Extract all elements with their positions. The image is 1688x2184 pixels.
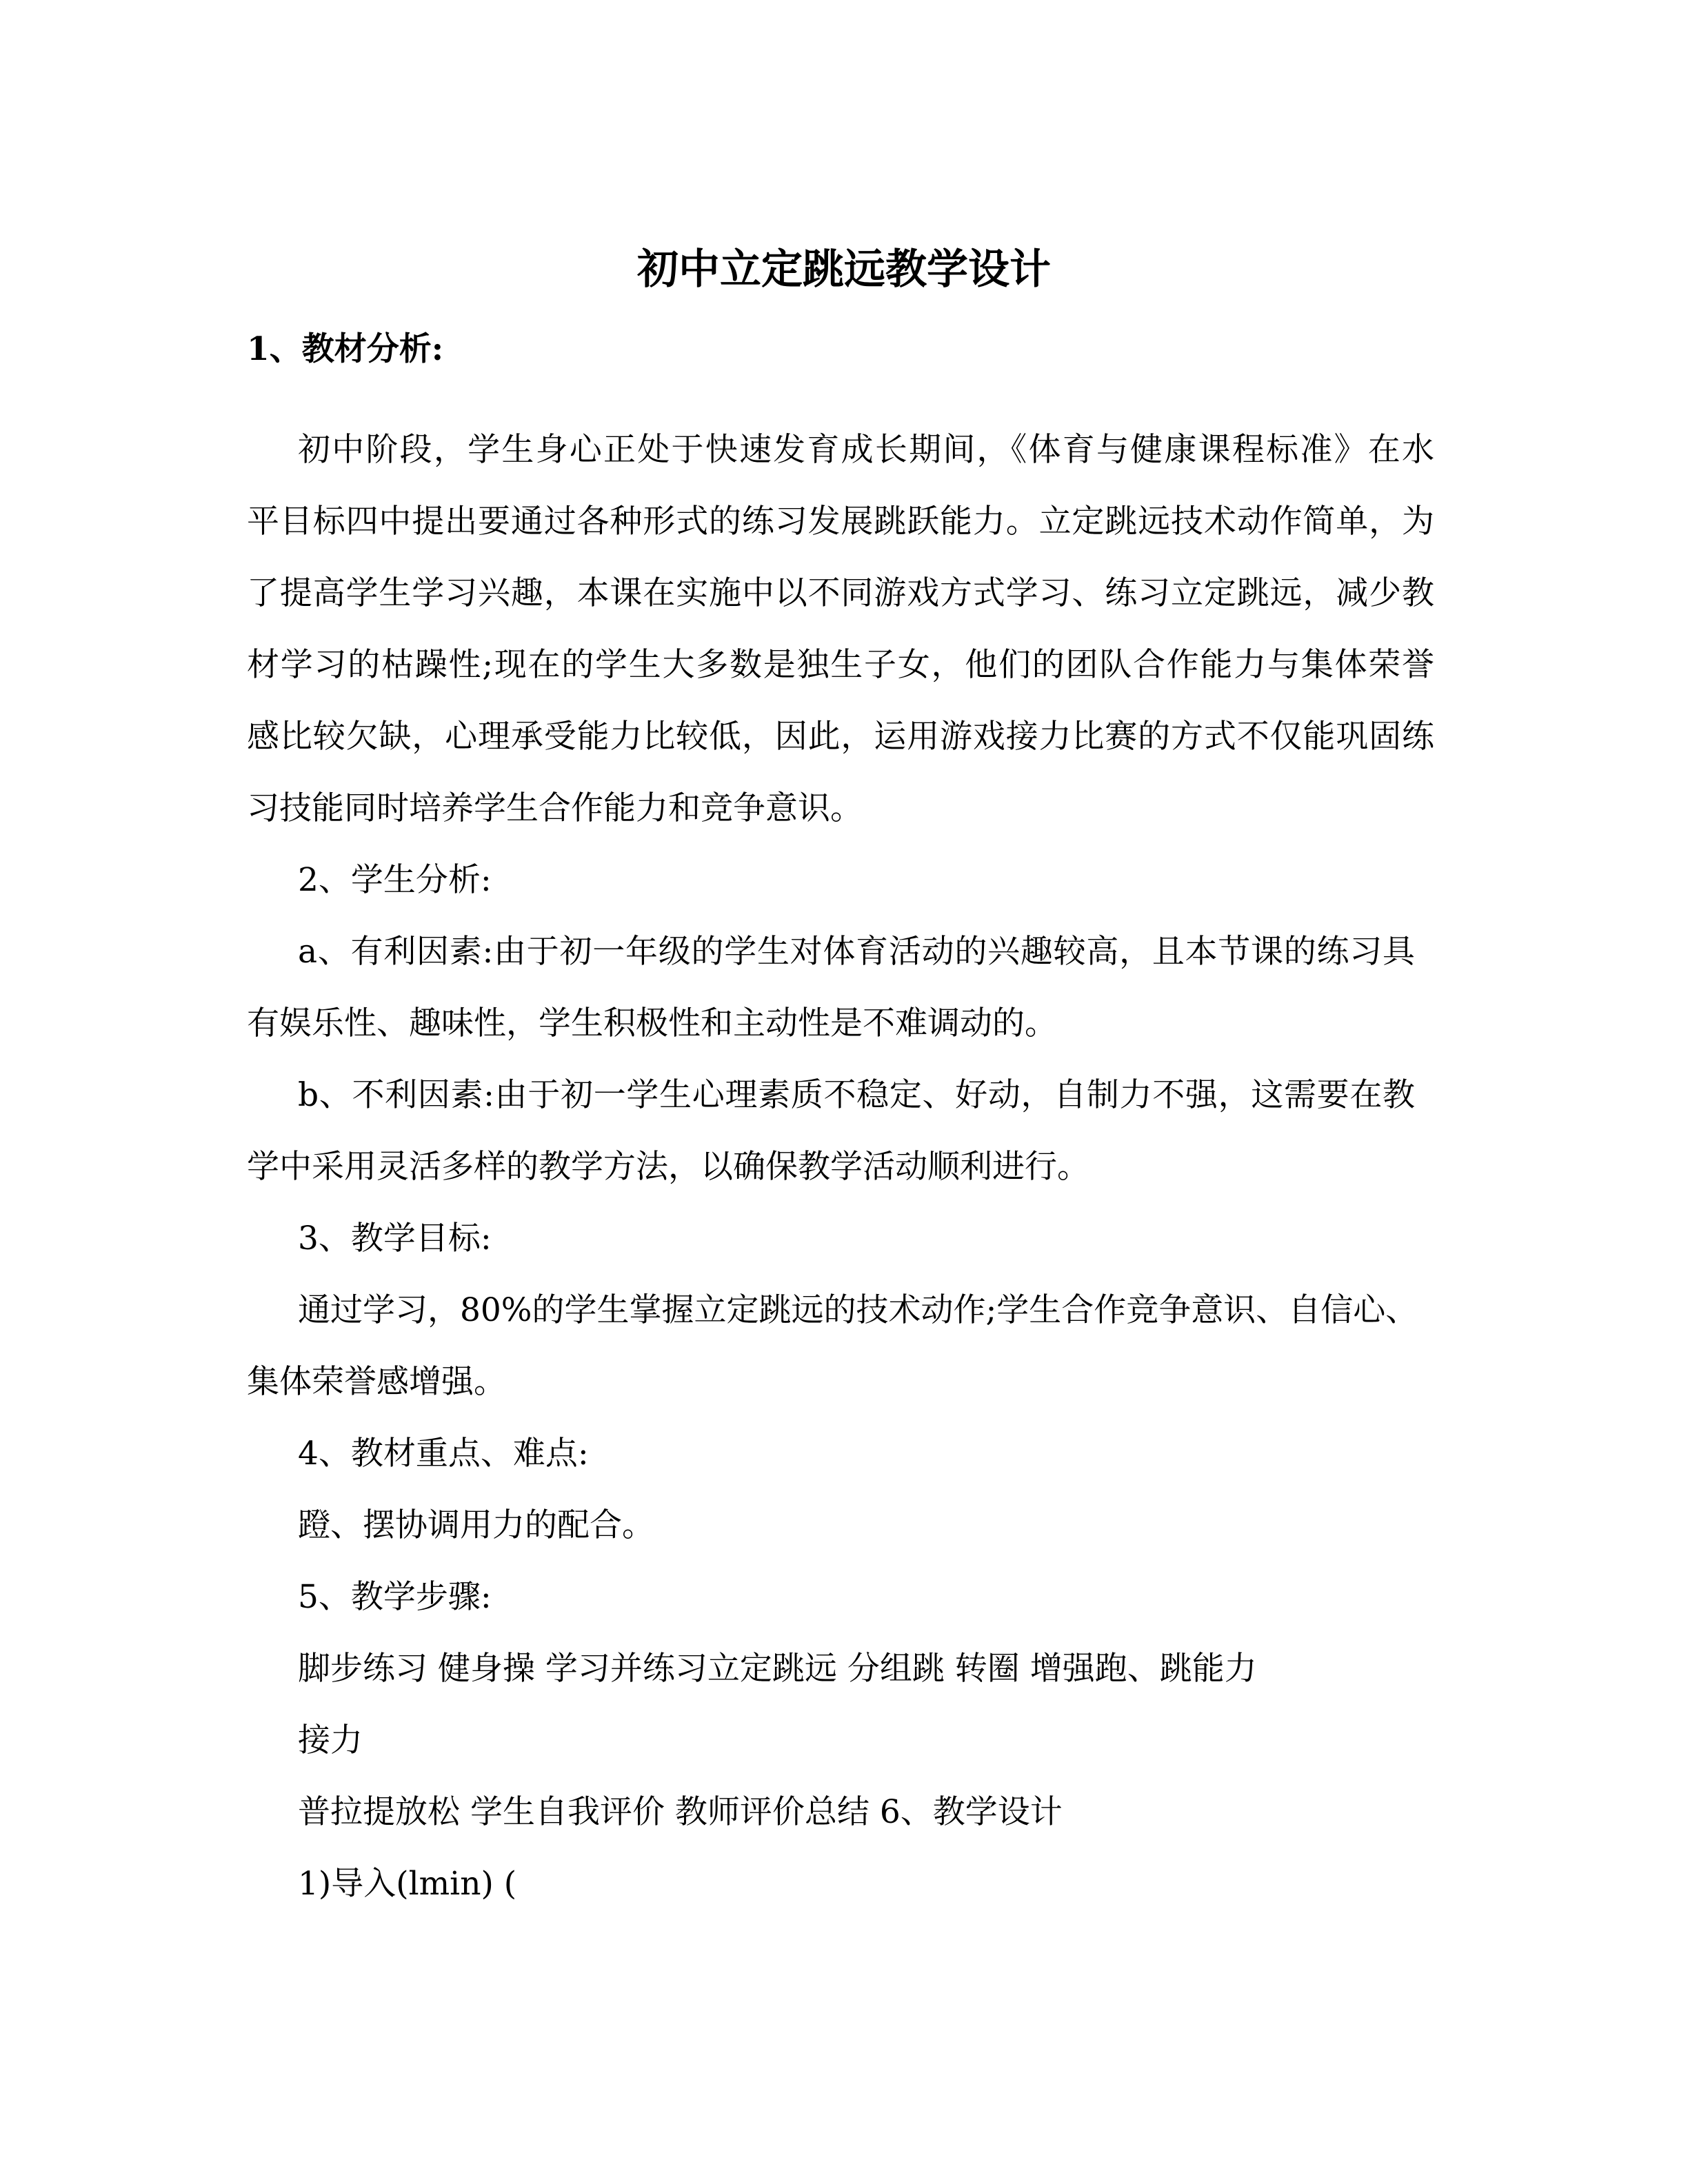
paragraph-line: 有娱乐性、趣味性，学生积极性和主动性是不难调动的。 bbox=[247, 1004, 1057, 1042]
paragraph-line: 感比较欠缺，心理承受能力比较低，因此，运用游戏接力比赛的方式不仅能巩固练 bbox=[247, 718, 1434, 756]
steps-line: 脚步练习 健身操 学习并练习立定跳远 分组跳 转圈 增强跑、跳能力 bbox=[298, 1650, 1257, 1688]
paragraph-line: a、有利因素:由于初一年级的学生对体育活动的兴趣较高，且本节课的练习具 bbox=[298, 933, 1415, 971]
paragraph-line: 习技能同时培养学生合作能力和竞争意识。 bbox=[247, 789, 863, 827]
section-heading-student-analysis: 2、学生分析: bbox=[298, 861, 492, 899]
section-heading-key-points: 4、教材重点、难点: bbox=[298, 1435, 589, 1473]
paragraph-line: 集体荣誉感增强。 bbox=[247, 1363, 506, 1401]
paragraph-line: 了提高学生学习兴趣，本课在实施中以不同游戏方式学习、练习立定跳远，减少教 bbox=[247, 574, 1434, 612]
steps-line: 普拉提放松 学生自我评价 教师评价总结 6、教学设计 bbox=[298, 1793, 1063, 1831]
document-title: 初中立定跳远教学设计 bbox=[637, 245, 1051, 294]
paragraph-line: 平目标四中提出要通过各种形式的练习发展跳跃能力。立定跳远技术动作简单，为 bbox=[247, 503, 1434, 540]
steps-line: 接力 bbox=[298, 1721, 363, 1759]
steps-line: 1)导入(lmin) ( bbox=[298, 1865, 517, 1903]
paragraph-line: 蹬、摆协调用力的配合。 bbox=[298, 1506, 654, 1544]
section-heading-teaching-goals: 3、教学目标: bbox=[298, 1220, 492, 1257]
paragraph-line: 材学习的枯躁性;现在的学生大多数是独生子女，他们的团队合作能力与集体荣誉 bbox=[247, 646, 1434, 684]
paragraph-line: b、不利因素:由于初一学生心理素质不稳定、好动，自制力不强，这需要在教 bbox=[298, 1076, 1415, 1114]
paragraph-line: 通过学习，80%的学生掌握立定跳远的技术动作;学生合作竞争意识、自信心、 bbox=[298, 1291, 1418, 1329]
section-heading-textbook-analysis: 1、教材分析: bbox=[247, 330, 444, 368]
paragraph-line: 初中阶段，学生身心正处于快速发育成长期间，《体育与健康课程标准》在水 bbox=[298, 431, 1434, 469]
section-heading-teaching-steps: 5、教学步骤: bbox=[298, 1578, 492, 1616]
paragraph-line: 学中采用灵活多样的教学方法，以确保教学活动顺利进行。 bbox=[247, 1148, 1089, 1186]
